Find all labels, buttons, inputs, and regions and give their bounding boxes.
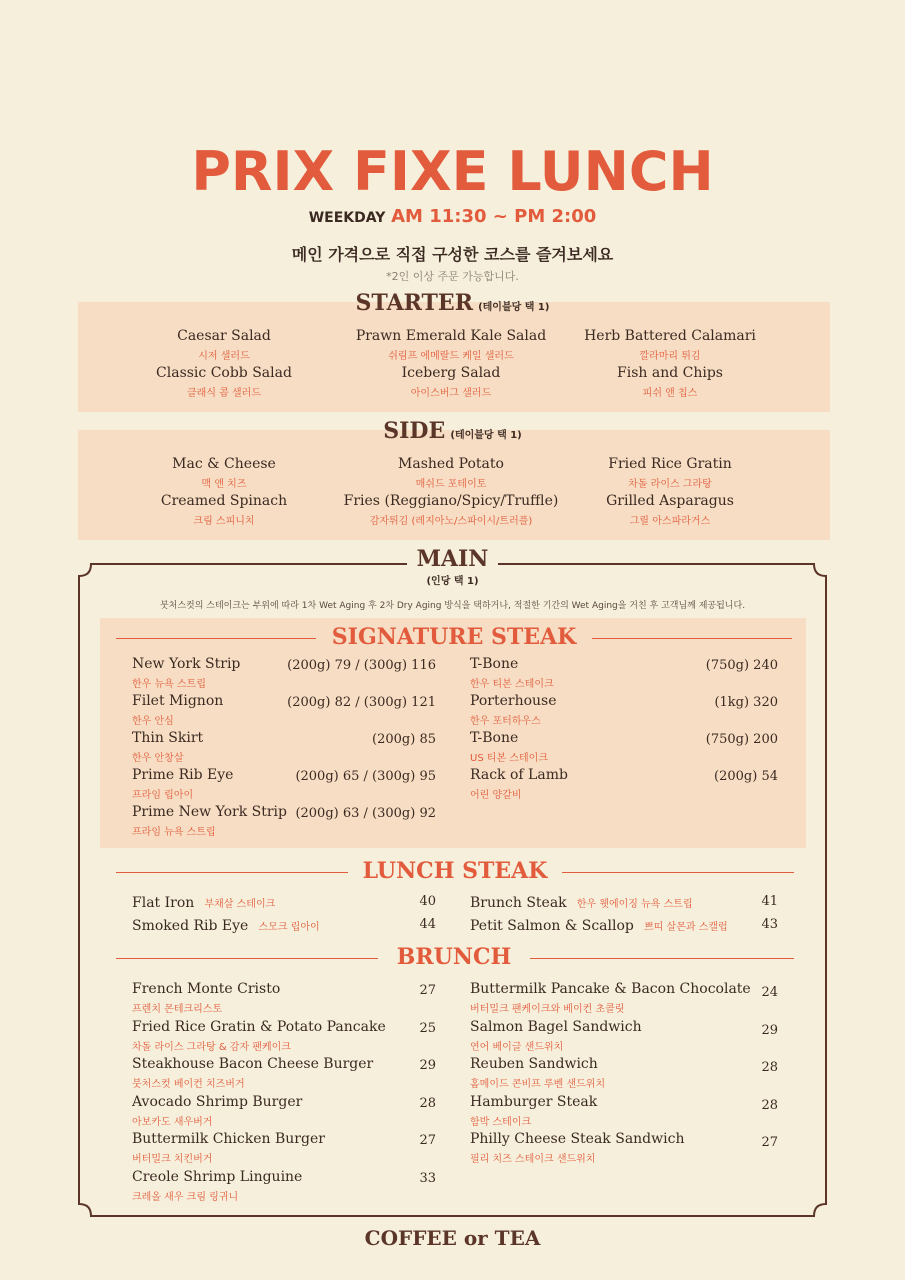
menu-row: Smoked Rib Eye 스모크 립아이 44 (132, 917, 436, 934)
starter-item: Herb Battered Calamari 깔라마리 튀김 (584, 328, 756, 362)
starter-sub: (테이블당 택 1) (478, 302, 550, 313)
starter-item: Fish and Chips 피쉬 앤 칩스 (617, 365, 723, 399)
menu-row: New York Strip 한우 뉴욕 스트립 (200g) 79 / (300g) 116 (132, 656, 436, 690)
side-sub: (테이블당 택 1) (450, 430, 522, 441)
side-title: SIDE (383, 418, 446, 444)
side-item: Fried Rice Gratin 차돌 라이스 그라탕 (608, 456, 732, 490)
lunch-left-list (132, 892, 438, 938)
divider (116, 958, 378, 959)
main-title: MAIN (416, 546, 489, 572)
menu-row: T-Bone US 티본 스테이크 (750g) 200 (470, 730, 778, 764)
menu-row: T-Bone 한우 티본 스테이크 (750g) 240 (470, 656, 778, 690)
side-item: Fries (Reggiano/Spicy/Truffle) 감자튀김 (레지아노/스파이시/트러플) (343, 493, 559, 527)
brunch-right-list (470, 981, 780, 1169)
menu-row: Thin Skirt 한우 안창살 (200g) 85 (132, 730, 436, 764)
main-heading (0, 546, 905, 587)
subtitle: 메인 가격으로 직접 구성한 코스를 즐겨보세요 (291, 245, 614, 264)
menu-row: Avocado Shrimp Burger 아보카도 새우버거 28 (132, 1093, 436, 1128)
menu-row: Buttermilk Pancake & Bacon Chocolate 버터밀크 팬케이크와 베이컨 초콜릿 24 (470, 981, 778, 1015)
menu-row: Philly Cheese Steak Sandwich 필리 치즈 스테이크 샌드위치 27 (470, 1131, 778, 1165)
divider (562, 872, 794, 873)
divider (116, 872, 348, 873)
main-description: 붓처스컷의 스테이크는 부위에 따라 1차 Wet Aging 후 2차 Dry Aging 방식을 택하거나, 적절한 기간의 Wet Aging을 거친 후 고객님께 제공됩니다. (159, 601, 746, 611)
menu-row: Prime New York Strip 프라임 뉴욕 스트립 (200g) 63 / (300g) 92 (132, 804, 436, 838)
menu-row: Flat Iron 부채살 스테이크 40 (132, 894, 436, 911)
side-heading (0, 418, 905, 444)
menu-row: Reuben Sandwich 홈메이드 콘비프 루벤 샌드위치 28 (470, 1056, 778, 1090)
menu-row: Brunch Steak 한우 웻에이징 뉴욕 스트립 41 (470, 894, 778, 911)
weekday-label: WEEKDAY (308, 210, 386, 226)
divider (116, 638, 316, 639)
menu-row: French Monte Cristo 프렌치 몬테크리스토 27 (132, 981, 436, 1015)
hours (0, 206, 905, 227)
side-item: Grilled Asparagus 그릴 아스파라거스 (606, 493, 734, 527)
coffee-or-tea: COFFEE or TEA (364, 1226, 541, 1250)
divider (592, 638, 792, 639)
time-range: AM 11:30 ~ PM 2:00 (391, 206, 597, 227)
menu-row: Petit Salmon & Scallop 쁘띠 살몬과 스캘럽 43 (470, 917, 778, 934)
brunch-left-list (132, 981, 438, 1206)
order-note: *2인 이상 주문 가능합니다. (386, 270, 519, 283)
starter-item: Caesar Salad 시저 샐러드 (177, 328, 271, 362)
starter-item: Classic Cobb Salad 클래식 콥 샐러드 (156, 365, 292, 399)
starter-item: Prawn Emerald Kale Salad 쉬림프 에메랄드 케일 샐러드 (355, 328, 547, 362)
menu-row: Fried Rice Gratin & Potato Pancake 차돌 라이스 그라탕 & 감자 팬케이크 25 (132, 1018, 436, 1053)
signature-right-list (470, 656, 780, 804)
menu-row: Creole Shrimp Linguine 크레올 새우 크림 링귀니 33 (132, 1168, 436, 1203)
side-item: Mac & Cheese 맥 앤 치즈 (172, 456, 276, 490)
menu-title: PRIX FIXE LUNCH (191, 140, 714, 203)
menu-row: Hamburger Steak 함박 스테이크 28 (470, 1093, 778, 1128)
signature-title: SIGNATURE STEAK (331, 624, 577, 650)
menu-row: Salmon Bagel Sandwich 연어 베이글 샌드위치 29 (470, 1018, 778, 1053)
brunch-title: BRUNCH (396, 944, 512, 970)
lunch-right-list (470, 892, 780, 938)
menu-row: Porterhouse 한우 포터하우스 (1kg) 320 (470, 693, 778, 727)
menu-row: Steakhouse Bacon Cheese Burger 붓처스컷 베이컨 치즈버거 29 (132, 1056, 436, 1090)
menu-row: Prime Rib Eye 프라임 립아이 (200g) 65 / (300g) 95 (132, 767, 436, 801)
menu-row: Rack of Lamb 어린 양갈비 (200g) 54 (470, 767, 778, 801)
starter-title: STARTER (355, 290, 473, 316)
starter-item: Iceberg Salad 아이스버그 샐러드 (401, 365, 501, 399)
lunch-steak-title: LUNCH STEAK (362, 858, 548, 884)
signature-left-list (132, 656, 438, 841)
divider (530, 958, 794, 959)
starter-heading (0, 290, 905, 316)
menu-row: Filet Mignon 한우 안심 (200g) 82 / (300g) 121 (132, 693, 436, 727)
menu-row: Buttermilk Chicken Burger 버터밀크 치킨버거 27 (132, 1131, 436, 1165)
side-item: Mashed Potato 매쉬드 포테이토 (398, 456, 504, 490)
main-sub: (인당 택 1) (426, 576, 479, 587)
side-item: Creamed Spinach 크림 스피니치 (160, 493, 288, 527)
